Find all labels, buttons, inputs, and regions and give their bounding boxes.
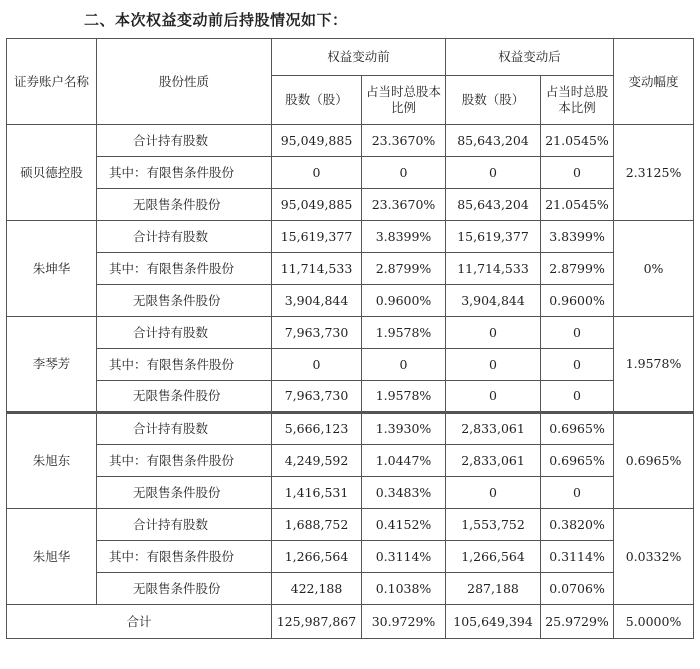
table-row [7,317,694,349]
table-row [7,221,694,253]
before-shares: 15,619,377 [272,221,362,253]
header-after: 权益变动后 [446,39,614,76]
after-ratio: 21.0545% [541,125,614,157]
before-shares: 95,049,885 [272,189,362,221]
before-shares: 1,266,564 [272,541,362,573]
share-nature: 其中：有限售条件股份 [97,541,272,573]
table-row [7,125,694,157]
share-nature: 无限售条件股份 [97,285,272,317]
share-nature: 合计持有股数 [97,509,272,541]
total-after-shares: 105,649,394 [446,605,541,639]
before-shares: 0 [272,349,362,381]
after-shares: 0 [446,317,541,349]
table-row [7,445,694,477]
change-magnitude: 1.9578% [614,317,694,413]
header-after-shares: 股数（股） [446,76,541,125]
after-ratio: 0.9600% [541,285,614,317]
table-row [7,285,694,317]
before-ratio: 0.1038% [362,573,446,605]
before-ratio: 1.9578% [362,317,446,349]
total-change: 5.0000% [614,605,694,639]
before-shares: 95,049,885 [272,125,362,157]
after-ratio: 0 [541,317,614,349]
after-ratio: 2.8799% [541,253,614,285]
table-row [7,349,694,381]
before-ratio: 0.9600% [362,285,446,317]
before-ratio: 0 [362,349,446,381]
after-ratio: 0.0706% [541,573,614,605]
shareholding-change-table [6,38,694,639]
header-before: 权益变动前 [272,39,446,76]
share-nature: 无限售条件股份 [97,573,272,605]
total-before-shares: 125,987,867 [272,605,362,639]
before-ratio: 23.3670% [362,189,446,221]
change-magnitude: 0.0332% [614,509,694,605]
after-ratio: 3.8399% [541,221,614,253]
table-row [7,509,694,541]
header-before-ratio: 占当时总股本比例 [362,76,446,125]
share-nature: 无限售条件股份 [97,477,272,509]
after-shares: 287,188 [446,573,541,605]
table-row [7,189,694,221]
after-shares: 15,619,377 [446,221,541,253]
after-shares: 85,643,204 [446,189,541,221]
table-row [7,413,694,445]
before-ratio: 3.8399% [362,221,446,253]
share-nature: 合计持有股数 [97,317,272,349]
table-row [7,573,694,605]
before-shares: 1,688,752 [272,509,362,541]
after-shares: 0 [446,477,541,509]
share-nature: 无限售条件股份 [97,381,272,413]
after-ratio: 0 [541,381,614,413]
before-ratio: 0 [362,157,446,189]
after-shares: 2,833,061 [446,413,541,445]
before-ratio: 0.3483% [362,477,446,509]
after-ratio: 0 [541,157,614,189]
before-shares: 7,963,730 [272,317,362,349]
after-ratio: 0 [541,349,614,381]
before-shares: 11,714,533 [272,253,362,285]
before-ratio: 2.8799% [362,253,446,285]
header-account: 证券账户名称 [7,39,97,125]
before-shares: 422,188 [272,573,362,605]
before-ratio: 1.0447% [362,445,446,477]
after-ratio: 0.6965% [541,413,614,445]
change-magnitude: 2.3125% [614,125,694,221]
header-change: 变动幅度 [614,39,694,125]
total-row [7,605,694,639]
holder-name: 朱旭东 [7,413,97,509]
holder-name: 朱旭华 [7,509,97,605]
after-ratio: 0.6965% [541,445,614,477]
after-shares: 3,904,844 [446,285,541,317]
share-nature: 其中：有限售条件股份 [97,349,272,381]
before-shares: 7,963,730 [272,381,362,413]
before-ratio: 0.3114% [362,541,446,573]
share-nature: 无限售条件股份 [97,189,272,221]
table-row [7,157,694,189]
after-shares: 11,714,533 [446,253,541,285]
after-ratio: 0 [541,477,614,509]
after-ratio: 0.3820% [541,509,614,541]
share-nature: 合计持有股数 [97,125,272,157]
share-nature: 其中：有限售条件股份 [97,253,272,285]
table-row [7,541,694,573]
before-ratio: 1.9578% [362,381,446,413]
table-row [7,381,694,413]
after-shares: 0 [446,157,541,189]
total-before-ratio: 30.9729% [362,605,446,639]
total-after-ratio: 25.9729% [541,605,614,639]
header-after-ratio: 占当时总股本比例 [541,76,614,125]
header-before-shares: 股数（股） [272,76,362,125]
after-shares: 0 [446,349,541,381]
total-label: 合计 [7,605,272,639]
before-ratio: 1.3930% [362,413,446,445]
holder-name: 李琴芳 [7,317,97,413]
after-ratio: 21.0545% [541,189,614,221]
after-shares: 2,833,061 [446,445,541,477]
before-shares: 3,904,844 [272,285,362,317]
share-nature: 合计持有股数 [97,221,272,253]
before-shares: 1,416,531 [272,477,362,509]
holder-name: 硕贝德控股 [7,125,97,221]
share-nature: 其中：有限售条件股份 [97,445,272,477]
before-shares: 0 [272,157,362,189]
holder-name: 朱坤华 [7,221,97,317]
change-magnitude: 0.6965% [614,413,694,509]
before-ratio: 0.4152% [362,509,446,541]
after-shares: 0 [446,381,541,413]
after-shares: 1,266,564 [446,541,541,573]
before-shares: 4,249,592 [272,445,362,477]
after-shares: 1,553,752 [446,509,541,541]
header-nature: 股份性质 [97,39,272,125]
table-row [7,477,694,509]
before-ratio: 23.3670% [362,125,446,157]
change-magnitude: 0% [614,221,694,317]
after-ratio: 0.3114% [541,541,614,573]
share-nature: 合计持有股数 [97,413,272,445]
section-title: 二、本次权益变动前后持股情况如下： [84,11,348,29]
after-shares: 85,643,204 [446,125,541,157]
table-row [7,253,694,285]
share-nature: 其中：有限售条件股份 [97,157,272,189]
before-shares: 5,666,123 [272,413,362,445]
